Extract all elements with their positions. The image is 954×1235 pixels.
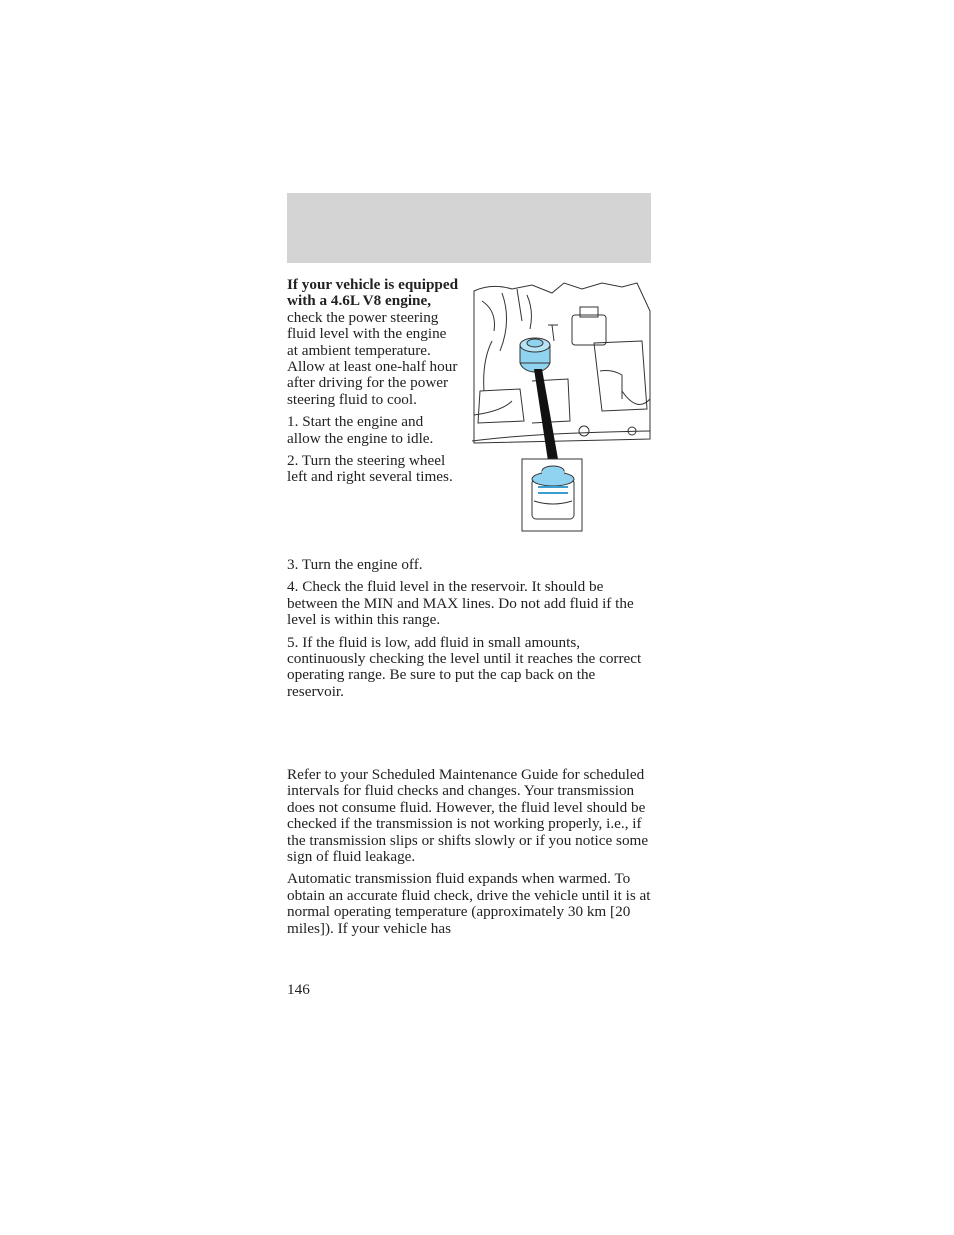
step-5: 5. If the fluid is low, add fluid in small amounts, continuously checking the level until it reaches the correct operating range. Be sure to put the cap back on the reservoir. bbox=[287, 633, 642, 700]
section-header-band bbox=[287, 193, 651, 263]
step-4: 4. Check the fluid level in the reservoir. It should be between the MIN and MAX lines. Do not add fluid if the level is within this range. bbox=[287, 578, 634, 629]
transmission-paragraph-2: Automatic transmission fluid expands when warmed. To obtain an accurate fluid check, drive the vehicle until it is at normal operating temperature (approximately 30 km [20 miles]). If your vehicle has bbox=[287, 870, 651, 937]
intro-rest: check the power steering fluid level with the engine at ambient temperature. Allow at least one-half hour after driving for the power steering fluid to cool. bbox=[287, 308, 458, 408]
reservoir-highlight bbox=[520, 338, 550, 372]
steps-column bbox=[287, 557, 655, 706]
reservoir-closeup bbox=[522, 459, 582, 531]
pointer-wedge bbox=[534, 369, 558, 461]
page-number: 146 bbox=[287, 981, 310, 998]
step-3: 3. Turn the engine off. bbox=[287, 556, 423, 573]
power-steering-reservoir-illustration bbox=[472, 281, 652, 535]
intro-column bbox=[287, 277, 459, 492]
intro-bold: If your vehicle is equipped with a 4.6L V8 engine, bbox=[287, 276, 459, 310]
transmission-section bbox=[287, 767, 655, 943]
step-1: 1. Start the engine and allow the engine to idle. bbox=[287, 413, 434, 447]
step-2: 2. Turn the steering wheel left and right several times. bbox=[287, 452, 453, 486]
transmission-paragraph-1: Refer to your Scheduled Maintenance Guide for scheduled intervals for fluid checks and changes. Your transmission does not consume fluid. However, the fluid level should be checked if the transmission is not working properly, i.e., if the transmission slips or shifts slowly or if you notice some sign of fluid leakage. bbox=[287, 766, 649, 866]
intro-paragraph bbox=[287, 277, 459, 408]
